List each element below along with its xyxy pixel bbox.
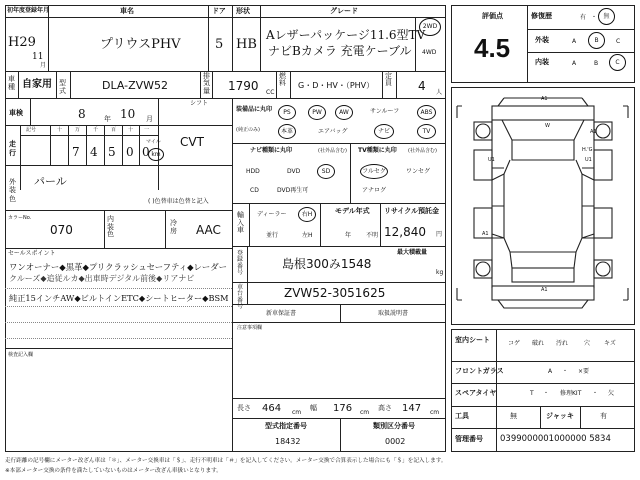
int-grade-c-circled: C <box>609 54 626 71</box>
damage-no-circled: 無 <box>598 8 615 25</box>
model-year-value: 不明 <box>366 232 379 239</box>
model-label: 型式 <box>59 79 66 95</box>
diagram-hg: H.'G <box>582 147 593 153</box>
car-name-label: 車名 <box>120 7 134 15</box>
shift-value: CVT <box>180 135 204 149</box>
import-right-hand-circled: 右H <box>298 207 316 222</box>
digits-header-5: 十 <box>128 127 134 133</box>
displacement-label: 排気量 <box>203 72 210 95</box>
tv-type-label: TV種類に丸印 <box>358 147 397 154</box>
manual-label: 取扱説明書 <box>378 310 409 317</box>
usage-label: 車 種 <box>8 75 15 91</box>
inspection-label: 車検 <box>9 109 23 117</box>
color-no-label: カラーNo. <box>8 215 32 221</box>
exterior-color: パール <box>34 175 67 188</box>
color-change-note: ( )色替車は色替と記入 <box>148 198 209 205</box>
shape-label: 形状 <box>236 7 250 15</box>
model-year-label: モデル年式 <box>335 207 370 215</box>
fuel-options: G・D・HV・（PHV） <box>298 81 375 90</box>
interior-grade-label: 内装 <box>535 58 549 66</box>
glass-needs: ×要 <box>578 368 590 375</box>
equip-ps: PS <box>278 105 296 120</box>
seat-scratch: キズ <box>604 340 616 347</box>
equipment-label: 装備品に丸印 <box>236 106 273 113</box>
shift-label: シフト <box>190 100 209 107</box>
equip-leather: 本革 <box>278 124 296 139</box>
digits-header-2: 万 <box>75 127 81 133</box>
diagram-a1-top: A1 <box>541 96 548 102</box>
digits-header-1: 十 <box>57 127 63 133</box>
diagram-a1-bottom: A1 <box>541 287 548 293</box>
width-value: 176 <box>333 403 353 414</box>
mileage-digit-3: 5 <box>108 145 116 159</box>
vin-value: ZVW52-3051625 <box>284 286 386 300</box>
length-unit: cm <box>292 409 302 416</box>
equip-tv: TV <box>417 124 436 139</box>
category-label: 類別区分番号 <box>373 422 415 430</box>
mileage-digit-5: 0 <box>142 145 150 159</box>
width-unit: cm <box>360 409 370 416</box>
width-label: 幅 <box>310 404 317 412</box>
equip-sunroof: サンルーフ <box>370 108 400 115</box>
recycle-label: リサイクル預託金 <box>384 207 440 215</box>
ext-grade-b-circled: B <box>588 32 605 49</box>
height-label: 高さ <box>378 404 392 412</box>
footer-line-1: 走行距離の記号欄にメーター改ざん車は「＊」、メーター交換車は「＄」、走行不明車は「＃」を記入してください。メーター交換で合算表示した場合にも「＄」を記入します。 <box>5 458 447 464</box>
import-dealer: ディーラー <box>257 211 287 218</box>
spare-dot-2: ・ <box>592 390 599 397</box>
seat-burn: コゲ <box>508 340 521 347</box>
mile-label: マイル <box>146 139 161 145</box>
jack-label: ジャッキ <box>546 412 574 420</box>
ext-grade-a: A <box>572 38 577 45</box>
equip-pw: PW <box>308 105 326 120</box>
ext-grade-c: C <box>616 38 621 45</box>
damage-label: 修復歴 <box>531 12 552 20</box>
import-parallel: 並行 <box>266 232 279 239</box>
diagram-u1-left: U1 <box>488 157 495 163</box>
equip-airbag: エアバッグ <box>318 128 348 135</box>
glass-dot: ・ <box>562 368 569 375</box>
jack-value: 有 <box>600 412 607 420</box>
drive-4wd: 4WD <box>422 49 437 56</box>
grade-line-1: Aレザーパッケージ11.6型TV <box>266 28 426 42</box>
category-value: 0002 <box>385 437 406 446</box>
spare-dot-1: ・ <box>543 390 550 397</box>
footer-line-2: ※本部メーター交換の条件を満たしていないものはメーター改ざん車扱いとなります。 <box>5 468 222 474</box>
mileage-digit-1: 7 <box>72 145 80 159</box>
color-no-value: 070 <box>50 223 73 237</box>
digits-header-3: 千 <box>93 127 99 133</box>
interior-color-label: 内装色 <box>107 215 114 239</box>
drive-2wd-circled: 2WD <box>419 18 441 36</box>
exterior-color-label: 外装色 <box>9 178 16 203</box>
equip-aw: AW <box>335 105 353 120</box>
nav-cd: CD <box>250 187 259 194</box>
doors-value: 5 <box>215 37 224 52</box>
tv-oneseg: ワンセグ <box>406 168 431 175</box>
seat-label: 室内シート <box>455 336 490 344</box>
digits-header-0: 記号 <box>26 127 37 133</box>
import-left-hand: 左H <box>302 232 313 239</box>
length-label: 長さ <box>237 404 251 412</box>
capacity-value: 4 <box>418 79 426 93</box>
tv-fullseg-circled: フルセグ <box>360 164 388 179</box>
import-label: 輸入車 <box>237 211 244 235</box>
inspection-year: 8 <box>78 107 86 121</box>
diagram-a1-side: A1 <box>482 231 489 237</box>
capacity-unit: 人 <box>436 89 443 96</box>
height-unit: cm <box>430 409 440 416</box>
ac-label: 冷房 <box>170 219 177 235</box>
inspection-year-unit: 年 <box>104 115 111 123</box>
plate-value: 島根300み1548 <box>282 257 372 271</box>
max-load-unit: kg <box>436 269 444 276</box>
model-value: DLA-ZVW52 <box>102 79 169 92</box>
fuel-label: 燃料 <box>279 72 286 88</box>
diagram-a1-right: A1 <box>590 129 597 135</box>
type-no-value: 18432 <box>275 437 301 446</box>
first-reg-month-unit: 月 <box>40 62 47 69</box>
seat-stain: 汚れ <box>556 340 569 347</box>
height-value: 147 <box>402 403 422 414</box>
grade-line-2: ナビBカメラ 充電ケーブル <box>268 44 412 58</box>
car-name: プリウスPHV <box>100 37 181 52</box>
spare-kit: 修理KIT <box>560 390 582 397</box>
int-grade-b: B <box>594 60 599 67</box>
sales-points-label: セールスポイント <box>8 250 56 257</box>
int-grade-a: A <box>572 60 577 67</box>
tools-label: 工具 <box>455 412 469 420</box>
mgmt-value: 0399000001000000 5834 <box>500 434 611 444</box>
model-year-year: 年 <box>345 232 352 239</box>
damage-yes: 有 <box>580 14 587 21</box>
spare-missing: 欠 <box>608 390 615 397</box>
spare-label: スペアタイヤ <box>455 389 497 397</box>
grade-label: グレード <box>330 7 358 15</box>
spare-t: T <box>530 390 534 397</box>
type-no-label: 型式指定番号 <box>265 422 307 430</box>
inspection-month: 10 <box>120 107 136 121</box>
damage-sep: ・ <box>591 14 598 21</box>
sales-line-3: 純正15インチAW◆ビルトインETC◆シートヒーター◆BSM <box>9 293 229 303</box>
first-reg-year: H29 <box>8 35 36 50</box>
inspector-notes-label: 検査記入欄 <box>8 352 34 358</box>
vin-label: 車台番号 <box>237 284 244 310</box>
nav-type-sublabel: (社外品含む) <box>318 148 347 154</box>
seat-tear: 破れ <box>532 340 545 347</box>
glass-label: フロントガラス <box>455 367 504 375</box>
equip-nav: ナビ <box>374 124 394 139</box>
diagram-w: W <box>545 123 550 129</box>
shape-value: HB <box>236 37 257 52</box>
tv-type-sublabel: (社外品含む) <box>408 148 437 154</box>
seat-hole: 穴 <box>584 340 591 347</box>
equipment-sublabel: (純正のみ) <box>236 127 260 133</box>
capacity-label: 定員 <box>385 72 392 88</box>
exterior-grade-label: 外装 <box>535 36 549 44</box>
warranty-label: 新車保証書 <box>266 310 297 317</box>
diagram-u1-right: U1 <box>585 157 592 163</box>
tv-analog: アナログ <box>362 187 387 194</box>
usage-value: 自家用 <box>22 79 52 90</box>
ac-value: AAC <box>196 223 221 237</box>
nav-dvd-playback: DVD再生可 <box>277 187 309 194</box>
digits-header-6: 一 <box>144 127 150 133</box>
max-load-label: 最大積載量 <box>397 249 428 256</box>
displacement-unit: CC <box>266 89 275 96</box>
doors-label: ドア <box>212 7 226 15</box>
mileage-digit-2: 4 <box>90 145 98 159</box>
nav-dvd: DVD <box>287 168 301 175</box>
plate-label: 登録番号 <box>237 250 244 276</box>
score-value: 4.5 <box>474 33 511 63</box>
inspection-month-unit: 月 <box>146 115 153 123</box>
km-circled: km <box>148 148 164 161</box>
displacement-value: 1790 <box>228 79 259 93</box>
mileage-digit-4: 0 <box>126 145 134 159</box>
notes-label: 注意事項欄 <box>237 325 263 331</box>
nav-sd-circled: SD <box>317 164 335 179</box>
digits-header-4: 百 <box>111 127 117 133</box>
first-reg-month: 11 <box>32 52 44 62</box>
sales-line-2: クルーズ◆追従ルカ◆出車時デジタル前後◆リアナビ <box>9 274 195 283</box>
recycle-yen: 円 <box>436 231 443 238</box>
tools-value: 無 <box>510 412 517 420</box>
nav-hdd: HDD <box>246 168 260 175</box>
glass-a: A <box>548 368 553 375</box>
nav-type-label: ナビ種類に丸印 <box>250 147 293 154</box>
mileage-label: 走行 <box>9 140 16 158</box>
recycle-value: 12,840 <box>384 225 426 239</box>
mgmt-label: 管理番号 <box>455 435 483 443</box>
sales-line-1: ワンオーナー◆黒革◆プリクラッシュセーフティ◆レーダー <box>9 262 228 272</box>
length-value: 464 <box>262 403 282 414</box>
equip-abs: ABS <box>417 105 436 120</box>
score-label: 評価点 <box>482 12 503 20</box>
first-reg-label: 初年度登録年月 <box>7 7 50 14</box>
